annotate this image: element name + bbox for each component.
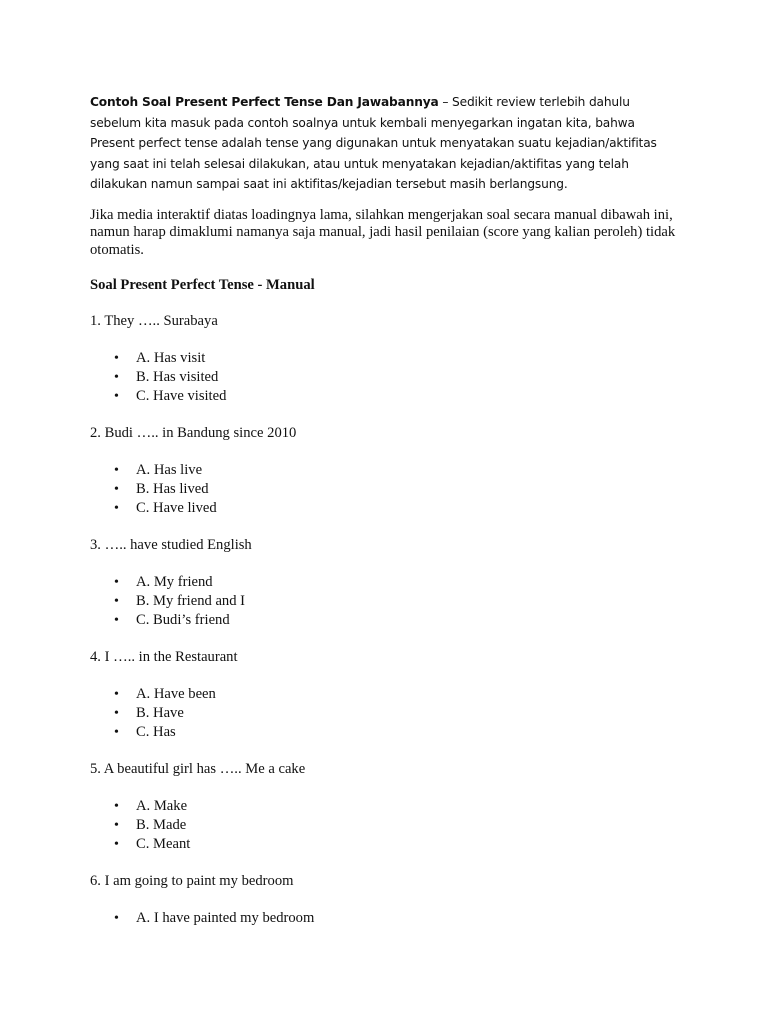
option-item: • A. Make <box>114 798 188 814</box>
question-6: 6. I am going to paint my bedroom <box>90 873 294 889</box>
bullet-icon: • <box>114 463 119 478</box>
option-item: • C. Has <box>114 724 176 740</box>
option-item: • B. Have <box>114 705 184 721</box>
option-item: • A. My friend <box>114 574 213 590</box>
bullet-icon: • <box>114 389 119 404</box>
intro-paragraph <box>90 92 680 195</box>
bullet-icon: • <box>114 501 119 516</box>
option-item: • B. Has lived <box>114 481 209 497</box>
bullet-icon: • <box>114 370 119 385</box>
option-item: • C. Have visited <box>114 388 227 404</box>
option-item: • A. I have painted my bedroom <box>114 910 315 926</box>
bullet-icon: • <box>114 687 119 702</box>
manual-note-paragraph: Jika media interaktif diatas loadingnya lama, silahkan mengerjakan soal secara manual dibawah ini, namun harap dimaklumi namanya saja manual, jadi hasil penilaian (score yang kalian peroleh) tidak otomatis. <box>90 206 676 258</box>
option-item: • A. Has live <box>114 462 203 478</box>
bullet-icon: • <box>114 351 119 366</box>
option-item: • C. Meant <box>114 836 191 852</box>
bullet-icon: • <box>114 575 119 590</box>
document-page <box>90 92 680 928</box>
question-1-options <box>90 349 680 406</box>
intro-text: – Sedikit review terlebih dahulu sebelum kita masuk pada contoh soalnya untuk kembali menyegarkan ingatan kita, bahwa Present perfect tense adalah tense yang digunakan untuk menyatakan suatu kejadian/aktifitas yang saat ini telah selesai dilakukan, atau untuk menyatakan kejadian/aktifitas yang telah dilakukan namun sampai saat ini aktifitas/kejadian tersebut masih berlangsung. <box>90 95 657 191</box>
option-item: • C. Budi’s friend <box>114 612 230 628</box>
question-2-options <box>90 461 680 518</box>
bullet-icon: • <box>114 725 119 740</box>
question-2: 2. Budi ….. in Bandung since 2010 <box>90 425 297 441</box>
question-4-options <box>90 685 680 742</box>
question-6-options <box>90 909 680 928</box>
bullet-icon: • <box>114 837 119 852</box>
section-title: Soal Present Perfect Tense - Manual <box>90 277 315 293</box>
option-item: • A. Have been <box>114 686 216 702</box>
bullet-icon: • <box>114 799 119 814</box>
question-5: 5. A beautiful girl has ….. Me a cake <box>90 761 306 777</box>
option-item: • B. My friend and I <box>114 593 246 609</box>
question-4: 4. I ….. in the Restaurant <box>90 649 238 665</box>
question-5-options <box>90 797 680 854</box>
bullet-icon: • <box>114 482 119 497</box>
bullet-icon: • <box>114 818 119 833</box>
question-1: 1. They ….. Surabaya <box>90 313 218 329</box>
bullet-icon: • <box>114 911 119 926</box>
question-3-options <box>90 573 680 630</box>
bullet-icon: • <box>114 613 119 628</box>
option-item: • B. Has visited <box>114 369 219 385</box>
option-item: • C. Have lived <box>114 500 217 516</box>
article-title: Contoh Soal Present Perfect Tense Dan Jawabannya <box>90 95 439 109</box>
bullet-icon: • <box>114 706 119 721</box>
option-item: • B. Made <box>114 817 187 833</box>
question-3: 3. ….. have studied English <box>90 537 252 553</box>
bullet-icon: • <box>114 594 119 609</box>
option-item: • A. Has visit <box>114 350 206 366</box>
